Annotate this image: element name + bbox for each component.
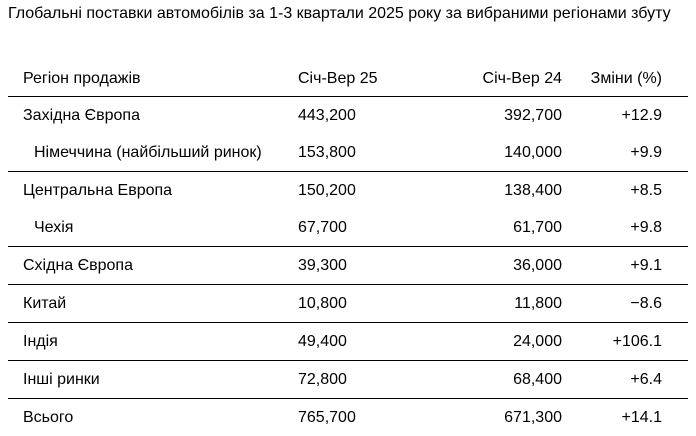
change-cell: +6.4	[572, 361, 688, 399]
change-cell: +12.9	[621, 106, 662, 124]
change-cell: +9.1	[572, 247, 688, 285]
value-25-cell: 39,300	[276, 247, 426, 285]
region-cell: Західна Європа	[23, 106, 140, 124]
value-24-cell: 392,700	[504, 106, 562, 124]
value-25-cell: 443,200	[298, 106, 356, 124]
value-25-cell: 72,800	[276, 361, 426, 399]
header-region: Регіон продажів	[8, 62, 276, 97]
header-change: Зміни (%)	[572, 62, 688, 97]
table-row	[8, 209, 688, 247]
table-row	[8, 247, 688, 285]
value-24-cell: 36,000	[426, 247, 572, 285]
header-row	[8, 62, 688, 97]
header-jan-sep-24: Січ-Вер 24	[426, 62, 572, 97]
table-row	[8, 361, 688, 399]
change-cell: +9.9	[572, 134, 688, 172]
region-cell: Центральна Европа	[23, 181, 173, 199]
value-25-cell: 153,800	[276, 134, 426, 172]
change-cell: +106.1	[572, 323, 688, 361]
change-cell: −8.6	[572, 285, 688, 323]
table-row	[8, 172, 688, 210]
region-cell: Східна Європа	[8, 247, 276, 285]
table-row	[8, 285, 688, 323]
value-24-cell: 68,400	[426, 361, 572, 399]
region-cell: Всього	[23, 408, 74, 426]
change-cell: +8.5	[630, 181, 662, 199]
value-24-cell: 61,700	[426, 209, 572, 247]
value-24-cell: 11,800	[426, 285, 572, 323]
table-title: Глобальні поставки автомобілів за 1-3 квартали 2025 року за вибраними регіонами збуту	[8, 5, 671, 22]
table-row	[8, 134, 688, 172]
shipments-table	[8, 62, 688, 436]
value-24-cell: 138,400	[504, 181, 562, 199]
change-cell: +9.8	[572, 209, 688, 247]
total-row	[8, 399, 688, 436]
change-cell: +14.1	[621, 408, 662, 426]
region-cell: Індія	[8, 323, 276, 361]
header-jan-sep-25: Січ-Вер 25	[276, 62, 426, 97]
region-cell: Німеччина (найбільший ринок)	[8, 134, 276, 172]
value-24-cell: 24,000	[426, 323, 572, 361]
table-row	[8, 97, 688, 135]
value-24-cell: 140,000	[426, 134, 572, 172]
value-25-cell: 49,400	[276, 323, 426, 361]
region-cell: Інші ринки	[8, 361, 276, 399]
region-cell: Чехія	[8, 209, 276, 247]
table-row	[8, 323, 688, 361]
region-cell: Китай	[8, 285, 276, 323]
value-25-cell: 765,700	[298, 408, 356, 426]
value-25-cell: 10,800	[276, 285, 426, 323]
value-24-cell: 671,300	[504, 408, 562, 426]
value-25-cell: 150,200	[298, 181, 356, 199]
value-25-cell: 67,700	[276, 209, 426, 247]
